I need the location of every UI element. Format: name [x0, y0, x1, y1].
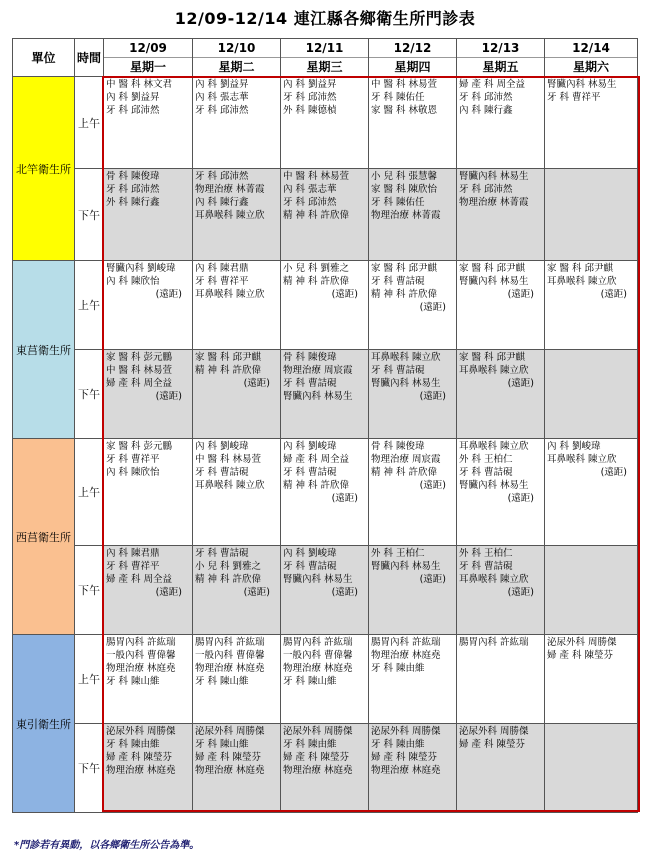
row-3-pm [13, 724, 638, 813]
doctor-entry: 牙 科 邱沛然 [195, 105, 249, 116]
doctor-entry: 牙 科 陳山維 [106, 676, 160, 687]
schedule-cell [369, 169, 457, 261]
schedule-cell [281, 350, 369, 439]
doctor-entry: 牙 科 陳山維 [195, 739, 249, 750]
schedule-cell [457, 169, 545, 261]
doctor-entry: 耳鼻喉科 陳立欣 [547, 276, 617, 287]
doctor-entry: 物理治療 林庭堯 [195, 765, 265, 776]
doctor-entry: 牙 科 曹祥平 [195, 276, 249, 287]
remote-note: (遠距) [419, 574, 446, 585]
remote-note: (遠距) [331, 493, 358, 504]
doctor-entry: 小 兒 科 劉雅之 [283, 263, 350, 274]
doctor-entry: 骨 科 陳俊瑋 [283, 352, 337, 363]
doctor-entry: 內 科 陳行鑫 [195, 197, 249, 208]
doctor-entry: 家 醫 科 彭元鵬 [106, 352, 173, 363]
period-label: 上午 [75, 635, 104, 724]
schedule-body [13, 77, 638, 813]
doctor-entry: 牙 科 邱沛然 [459, 184, 513, 195]
doctor-entry: 物理治療 林庭堯 [371, 650, 441, 661]
doctor-entry: 物理治療 林菁霞 [195, 184, 265, 195]
doctor-entry: 內 科 劉益昇 [195, 79, 249, 90]
schedule-cell [545, 77, 638, 169]
doctor-entry: 腎臟內科 林易生 [547, 79, 617, 90]
doctor-entry: 耳鼻喉科 陳立欣 [195, 480, 265, 491]
doctor-entry: 牙 科 陳由維 [283, 739, 337, 750]
schedule-cell [369, 635, 457, 724]
day-header-mon: 12/09 星期一 [104, 39, 193, 77]
schedule-cell [457, 546, 545, 635]
doctor-entry: 腸胃內科 許紘瑞 [371, 637, 441, 648]
schedule-cell [369, 77, 457, 169]
doctor-entry: 腎臟內科 林易生 [459, 480, 529, 491]
schedule-cell [457, 77, 545, 169]
schedule-cell [369, 261, 457, 350]
doctor-entry: 精 神 科 許欣偉 [283, 210, 350, 221]
doctor-entry: 牙 科 曹詰硯 [459, 561, 513, 572]
schedule-cell [369, 350, 457, 439]
doctor-entry: 牙 科 曹祥平 [547, 92, 601, 103]
schedule-cell [193, 261, 281, 350]
schedule-cell [281, 439, 369, 546]
doctor-entry: 內 科 陳行鑫 [459, 105, 513, 116]
doctor-entry: 耳鼻喉科 陳立欣 [459, 441, 529, 452]
doctor-entry: 物理治療 周宸霞 [283, 365, 353, 376]
doctor-entry: 牙 科 曹詰硯 [283, 378, 337, 389]
doctor-entry: 牙 科 陳由維 [371, 739, 425, 750]
unit-header: 單位 [13, 39, 75, 77]
schedule-cell [281, 169, 369, 261]
doctor-entry: 泌尿外科 周勝傑 [459, 726, 529, 737]
schedule-cell [545, 169, 638, 261]
doctor-entry: 內 科 陳君鼎 [195, 263, 249, 274]
doctor-entry: 外 科 王柏仁 [459, 548, 513, 559]
schedule-cell [193, 635, 281, 724]
doctor-entry: 物理治療 林庭堯 [106, 663, 176, 674]
doctor-entry: 牙 科 陳山維 [283, 676, 337, 687]
page-title: 12/09-12/14 連江縣各鄉衛生所門診表 [174, 9, 476, 28]
remote-note: (遠距) [331, 289, 358, 300]
day-header-tue: 12/10 星期二 [193, 39, 281, 77]
row-1-am [13, 261, 638, 350]
doctor-entry: 內 科 劉峻瑋 [195, 441, 249, 452]
doctor-entry: 腎臟內科 林易生 [283, 391, 353, 402]
doctor-entry: 牙 科 曹詰硯 [195, 467, 249, 478]
doctor-entry: 牙 科 陳佑任 [371, 92, 425, 103]
doctor-entry: 牙 科 曹祥平 [106, 454, 160, 465]
schedule-cell [457, 261, 545, 350]
day-header-wed: 12/11 星期三 [281, 39, 369, 77]
doctor-entry: 內 科 劉峻瑋 [283, 441, 337, 452]
remote-note: (遠距) [507, 493, 534, 504]
schedule-cell [193, 169, 281, 261]
doctor-entry: 泌尿外科 周勝傑 [195, 726, 265, 737]
clinic-name: 西莒衛生所 [13, 439, 75, 635]
schedule-cell [281, 77, 369, 169]
schedule-cell [545, 261, 638, 350]
header-row [13, 39, 638, 77]
doctor-entry: 小 兒 科 劉雅之 [195, 561, 262, 572]
doctor-entry: 牙 科 邱沛然 [106, 184, 160, 195]
doctor-entry: 腎臟內科 林易生 [371, 378, 441, 389]
doctor-entry: 精 神 科 許欣偉 [283, 276, 350, 287]
doctor-entry: 婦 產 科 周全益 [283, 454, 350, 465]
remote-note: (遠距) [600, 289, 627, 300]
row-2-pm [13, 546, 638, 635]
doctor-entry: 一般內科 曹偉馨 [106, 650, 176, 661]
doctor-entry: 婦 產 科 周全益 [459, 79, 526, 90]
period-label: 上午 [75, 261, 104, 350]
clinic-name: 東引衛生所 [13, 635, 75, 813]
doctor-entry: 家 醫 科 陳欣怡 [371, 184, 438, 195]
doctor-entry: 中 醫 科 林文君 [106, 79, 173, 90]
schedule-cell [193, 77, 281, 169]
doctor-entry: 婦 產 科 陳瑩芬 [195, 752, 262, 763]
doctor-entry: 腎臟內科 林易生 [283, 574, 353, 585]
doctor-entry: 泌尿外科 周勝傑 [547, 637, 617, 648]
doctor-entry: 婦 產 科 周全益 [106, 378, 173, 389]
doctor-entry: 內 科 陳欣怡 [106, 276, 160, 287]
remote-note: (遠距) [419, 302, 446, 313]
doctor-entry: 精 神 科 許欣偉 [195, 365, 262, 376]
doctor-entry: 婦 產 科 陳瑩芬 [459, 739, 526, 750]
doctor-entry: 內 科 張志華 [283, 184, 337, 195]
schedule-table [12, 38, 638, 813]
doctor-entry: 牙 科 陳由維 [106, 739, 160, 750]
schedule-cell [193, 546, 281, 635]
doctor-entry: 外 科 王柏仁 [371, 548, 425, 559]
schedule-cell [193, 724, 281, 813]
doctor-entry: 物理治療 林庭堯 [371, 765, 441, 776]
doctor-entry: 腎臟內科 林易生 [459, 171, 529, 182]
schedule-cell [104, 77, 193, 169]
doctor-entry: 泌尿外科 周勝傑 [283, 726, 353, 737]
doctor-entry: 牙 科 陳由維 [371, 663, 425, 674]
doctor-entry: 腎臟內科 林易生 [459, 276, 529, 287]
doctor-entry: 中 醫 科 林易萱 [283, 171, 350, 182]
doctor-entry: 婦 產 科 陳瑩芬 [106, 752, 173, 763]
doctor-entry: 物理治療 林庭堯 [283, 765, 353, 776]
doctor-entry: 牙 科 陳佑任 [371, 197, 425, 208]
period-label: 下午 [75, 546, 104, 635]
doctor-entry: 牙 科 邱沛然 [106, 105, 160, 116]
doctor-entry: 泌尿外科 周勝傑 [106, 726, 176, 737]
doctor-entry: 牙 科 曹詰硯 [459, 467, 513, 478]
doctor-entry: 耳鼻喉科 陳立欣 [459, 574, 529, 585]
doctor-entry: 牙 科 曹詰硯 [371, 276, 425, 287]
row-0-am [13, 77, 638, 169]
schedule-cell [281, 635, 369, 724]
schedule-cell [457, 635, 545, 724]
doctor-entry: 中 醫 科 林易萱 [106, 365, 173, 376]
doctor-entry: 家 醫 科 林敬恩 [371, 105, 438, 116]
doctor-entry: 物理治療 林菁霞 [459, 197, 529, 208]
schedule-cell [457, 439, 545, 546]
doctor-entry: 家 醫 科 邱尹麒 [371, 263, 438, 274]
doctor-entry: 精 神 科 許欣偉 [371, 289, 438, 300]
schedule-cell [545, 439, 638, 546]
schedule-cell [104, 546, 193, 635]
doctor-entry: 牙 科 陳山維 [195, 676, 249, 687]
schedule-cell [193, 350, 281, 439]
time-header: 時間 [75, 39, 104, 77]
doctor-entry: 內 科 劉峻瑋 [547, 441, 601, 452]
doctor-entry: 家 醫 科 邱尹麒 [195, 352, 262, 363]
schedule-cell [545, 350, 638, 439]
doctor-entry: 牙 科 邱沛然 [283, 197, 337, 208]
doctor-entry: 腎臟內科 劉峻瑋 [106, 263, 176, 274]
schedule-cell [369, 724, 457, 813]
doctor-entry: 牙 科 曹詰硯 [195, 548, 249, 559]
doctor-entry: 物理治療 林庭堯 [106, 765, 176, 776]
doctor-entry: 中 醫 科 林易萱 [195, 454, 262, 465]
doctor-entry: 一般內科 曹偉馨 [283, 650, 353, 661]
doctor-entry: 精 神 科 許欣偉 [195, 574, 262, 585]
doctor-entry: 牙 科 邱沛然 [283, 92, 337, 103]
period-label: 下午 [75, 724, 104, 813]
remote-note: (遠距) [507, 587, 534, 598]
schedule-cell [545, 724, 638, 813]
doctor-entry: 牙 科 曹祥平 [106, 561, 160, 572]
doctor-entry: 牙 科 曹詰硯 [283, 561, 337, 572]
doctor-entry: 內 科 劉峻瑋 [283, 548, 337, 559]
doctor-entry: 物理治療 林庭堯 [195, 663, 265, 674]
doctor-entry: 牙 科 曹詰硯 [371, 365, 425, 376]
schedule-cell [457, 724, 545, 813]
doctor-entry: 牙 科 曹詰硯 [283, 467, 337, 478]
doctor-entry: 精 神 科 許欣偉 [283, 480, 350, 491]
doctor-entry: 牙 科 邱沛然 [195, 171, 249, 182]
doctor-entry: 耳鼻喉科 陳立欣 [547, 454, 617, 465]
doctor-entry: 內 科 劉益昇 [106, 92, 160, 103]
row-0-pm [13, 169, 638, 261]
doctor-entry: 婦 產 科 周全益 [106, 574, 173, 585]
schedule-cell [369, 439, 457, 546]
doctor-entry: 家 醫 科 邱尹麒 [459, 352, 526, 363]
schedule-cell [281, 261, 369, 350]
doctor-entry: 耳鼻喉科 陳立欣 [195, 289, 265, 300]
schedule-cell [104, 350, 193, 439]
remote-note: (遠距) [155, 289, 182, 300]
doctor-entry: 物理治療 周宸霞 [371, 454, 441, 465]
row-1-pm [13, 350, 638, 439]
doctor-entry: 耳鼻喉科 陳立欣 [195, 210, 265, 221]
schedule-cell [281, 724, 369, 813]
remote-note: (遠距) [600, 467, 627, 478]
schedule-cell [545, 635, 638, 724]
remote-note: (遠距) [155, 391, 182, 402]
day-header-sat: 12/14 星期六 [545, 39, 638, 77]
schedule-cell [457, 350, 545, 439]
schedule-cell [545, 546, 638, 635]
doctor-entry: 內 科 劉益昇 [283, 79, 337, 90]
doctor-entry: 腸胃內科 許紘瑞 [283, 637, 353, 648]
doctor-entry: 骨 科 陳俊瑋 [106, 171, 160, 182]
doctor-entry: 內 科 陳君鼎 [106, 548, 160, 559]
row-3-am [13, 635, 638, 724]
schedule-cell [193, 439, 281, 546]
doctor-entry: 內 科 張志華 [195, 92, 249, 103]
doctor-entry: 腸胃內科 許紘瑞 [459, 637, 529, 648]
doctor-entry: 小 兒 科 張慧馨 [371, 171, 438, 182]
doctor-entry: 物理治療 林庭堯 [283, 663, 353, 674]
remote-note: (遠距) [419, 391, 446, 402]
doctor-entry: 泌尿外科 周勝傑 [371, 726, 441, 737]
remote-note: (遠距) [243, 378, 270, 389]
day-header-thu: 12/12 星期四 [369, 39, 457, 77]
clinic-name: 東莒衛生所 [13, 261, 75, 439]
remote-note: (遠距) [243, 587, 270, 598]
remote-note: (遠距) [155, 587, 182, 598]
schedule-cell [369, 546, 457, 635]
doctor-entry: 中 醫 科 林易萱 [371, 79, 438, 90]
period-label: 下午 [75, 350, 104, 439]
doctor-entry: 婦 產 科 陳瑩芬 [371, 752, 438, 763]
row-2-am [13, 439, 638, 546]
doctor-entry: 腸胃內科 許紘瑞 [106, 637, 176, 648]
period-label: 上午 [75, 77, 104, 169]
doctor-entry: 婦 產 科 陳瑩芬 [283, 752, 350, 763]
doctor-entry: 物理治療 林菁霞 [371, 210, 441, 221]
remote-note: (遠距) [507, 289, 534, 300]
doctor-entry: 家 醫 科 彭元鵬 [106, 441, 173, 452]
doctor-entry: 內 科 陳欣怡 [106, 467, 160, 478]
day-header-fri: 12/13 星期五 [457, 39, 545, 77]
doctor-entry: 家 醫 科 邱尹麒 [547, 263, 614, 274]
doctor-entry: 耳鼻喉科 陳立欣 [459, 365, 529, 376]
schedule-cell [104, 724, 193, 813]
doctor-entry: 耳鼻喉科 陳立欣 [371, 352, 441, 363]
remote-note: (遠距) [331, 587, 358, 598]
doctor-entry: 婦 產 科 陳瑩芬 [547, 650, 614, 661]
doctor-entry: 外 科 陳行鑫 [106, 197, 160, 208]
doctor-entry: 家 醫 科 邱尹麒 [459, 263, 526, 274]
schedule-cell [104, 169, 193, 261]
doctor-entry: 腎臟內科 林易生 [371, 561, 441, 572]
doctor-entry: 腸胃內科 許紘瑞 [195, 637, 265, 648]
doctor-entry: 牙 科 邱沛然 [459, 92, 513, 103]
doctor-entry: 外 科 王柏仁 [459, 454, 513, 465]
schedule-cell [281, 546, 369, 635]
doctor-entry: 骨 科 陳俊瑋 [371, 441, 425, 452]
footnote: *門診若有異動，以各鄉衛生所公告為準。 [14, 840, 200, 851]
schedule-cell [104, 635, 193, 724]
period-label: 上午 [75, 439, 104, 546]
period-label: 下午 [75, 169, 104, 261]
schedule-cell [104, 261, 193, 350]
schedule-cell [104, 439, 193, 546]
doctor-entry: 外 科 陳德楨 [283, 105, 337, 116]
doctor-entry: 精 神 科 許欣偉 [371, 467, 438, 478]
remote-note: (遠距) [507, 378, 534, 389]
doctor-entry: 一般內科 曹偉馨 [195, 650, 265, 661]
remote-note: (遠距) [419, 480, 446, 491]
clinic-name: 北竿衛生所 [13, 77, 75, 261]
